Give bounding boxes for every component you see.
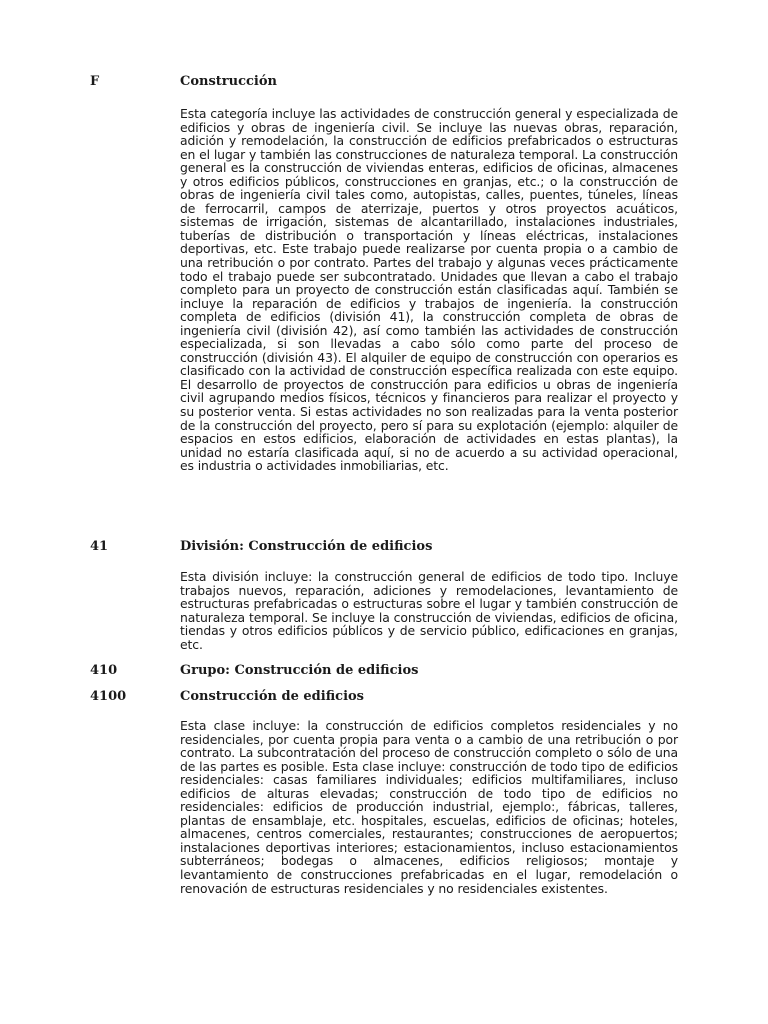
section-code-410: 410 — [90, 663, 118, 678]
section-title-division-41: División: Construcción de edificios — [180, 539, 433, 554]
section-code-4100: 4100 — [90, 689, 127, 704]
section-body-division-41: Esta división incluye: la construcción general de edificios de todo tipo. Incluye trabajos nuevos, reparación, adiciones y remodelaciones, levantamiento de estructuras prefabricadas o estructuras sobre el lugar y también construcción de naturaleza temporal. Se incluye la construcción de viviendas, edificios de oficina, tiendas y otros edificios públicos y de servicio público, edificaciones en granjas, etc. — [180, 569, 678, 652]
section-code-f: F — [90, 74, 100, 89]
section-title-clase-4100: Construcción de edificios — [180, 689, 364, 704]
section-body-clase-4100: Esta clase incluye: la construcción de edificios completos residenciales y no residenciales, por cuenta propia para venta o a cambio de una retribución o por contrato. La subcontratación del proceso de construcción completo o sólo de una de las partes es posible. Esta clase incluye: construcción de todo tipo de edificios residenciales: casas familiares individuales; edificios multifamiliares, incluso edificios de alturas elevadas; construcción de todo tipo de edificios no residenciales: edificios de producción industrial, ejemplo:, fábricas, talleres, plantas de ensamblaje, etc. hospitales, escuelas, edificios de oficinas; hoteles, almacenes, centros comerciales, restaurantes; construcciones de aeropuertos; instalaciones deportivas interiores; estacionamientos, incluso estacionamientos subterráneos; bodegas o almacenes, edificios religiosos; montaje y levantamiento de construcciones prefabricadas en el lugar, remodelación o renovación de estructuras residenciales y no residenciales existentes. — [180, 718, 678, 896]
section-body-construccion: Esta categoría incluye las actividades de construcción general y especializada de edificios y obras de ingeniería civil. Se incluye las nuevas obras, reparación, adición y remodelación, la construcción de edificios prefabricados o estructuras en el lugar y también las construcciones de naturaleza temporal. La construcción general es la construcción de viviendas enteras, edificios de oficinas, almacenes y otros edificios públicos, construcciones en granjas, etc.; o la construcción de obras de ingeniería civil tales como, autopistas, calles, puentes, túneles, líneas de ferrocarril, campos de aterrizaje, puertos y otros proyectos acuáticos, sistemas de irrigación, sistemas de alcantarillado, instalaciones industriales, tuberías de distribución o transportación y líneas eléctricas, instalaciones deportivas, etc. Este trabajo puede realizarse por cuenta propia o a cambio de una retribución o por contrato. Partes del trabajo y algunas veces prácticamente todo el trabajo puede ser subcontratado. Unidades que llevan a cabo el trabajo completo para un proyecto de construcción están clasificadas aquí. También se incluye la reparación de edificios y trabajos de ingeniería. la construcción completa de edificios (división 41), la construcción completa de obras de ingeniería civil (división 42), así como también las actividades de construcción especializada, si son llevadas a cabo sólo como parte del proceso de construcción (división 43). El alquiler de equipo de construcción con operarios es clasificado con la actividad de construcción específica realizada con este equipo. El desarrollo de proyectos de construcción para edificios u obras de ingeniería civil agrupando medios físicos, técnicos y financieros para realizar el proyecto y su posterior venta. Si estas actividades no son realizadas para la venta posterior de la construcción del proyecto, pero sí para su explotación (ejemplo: alquiler de espacios en estos edificios, elaboración de actividades en estas plantas), la unidad no estaría clasificada aquí, si no de acuerdo a su actividad operacional, es industria o actividades inmobiliarias, etc. — [180, 106, 678, 474]
section-code-41: 41 — [90, 539, 109, 554]
section-title-construccion: Construcción — [180, 74, 277, 89]
section-title-grupo-410: Grupo: Construcción de edificios — [180, 663, 419, 678]
